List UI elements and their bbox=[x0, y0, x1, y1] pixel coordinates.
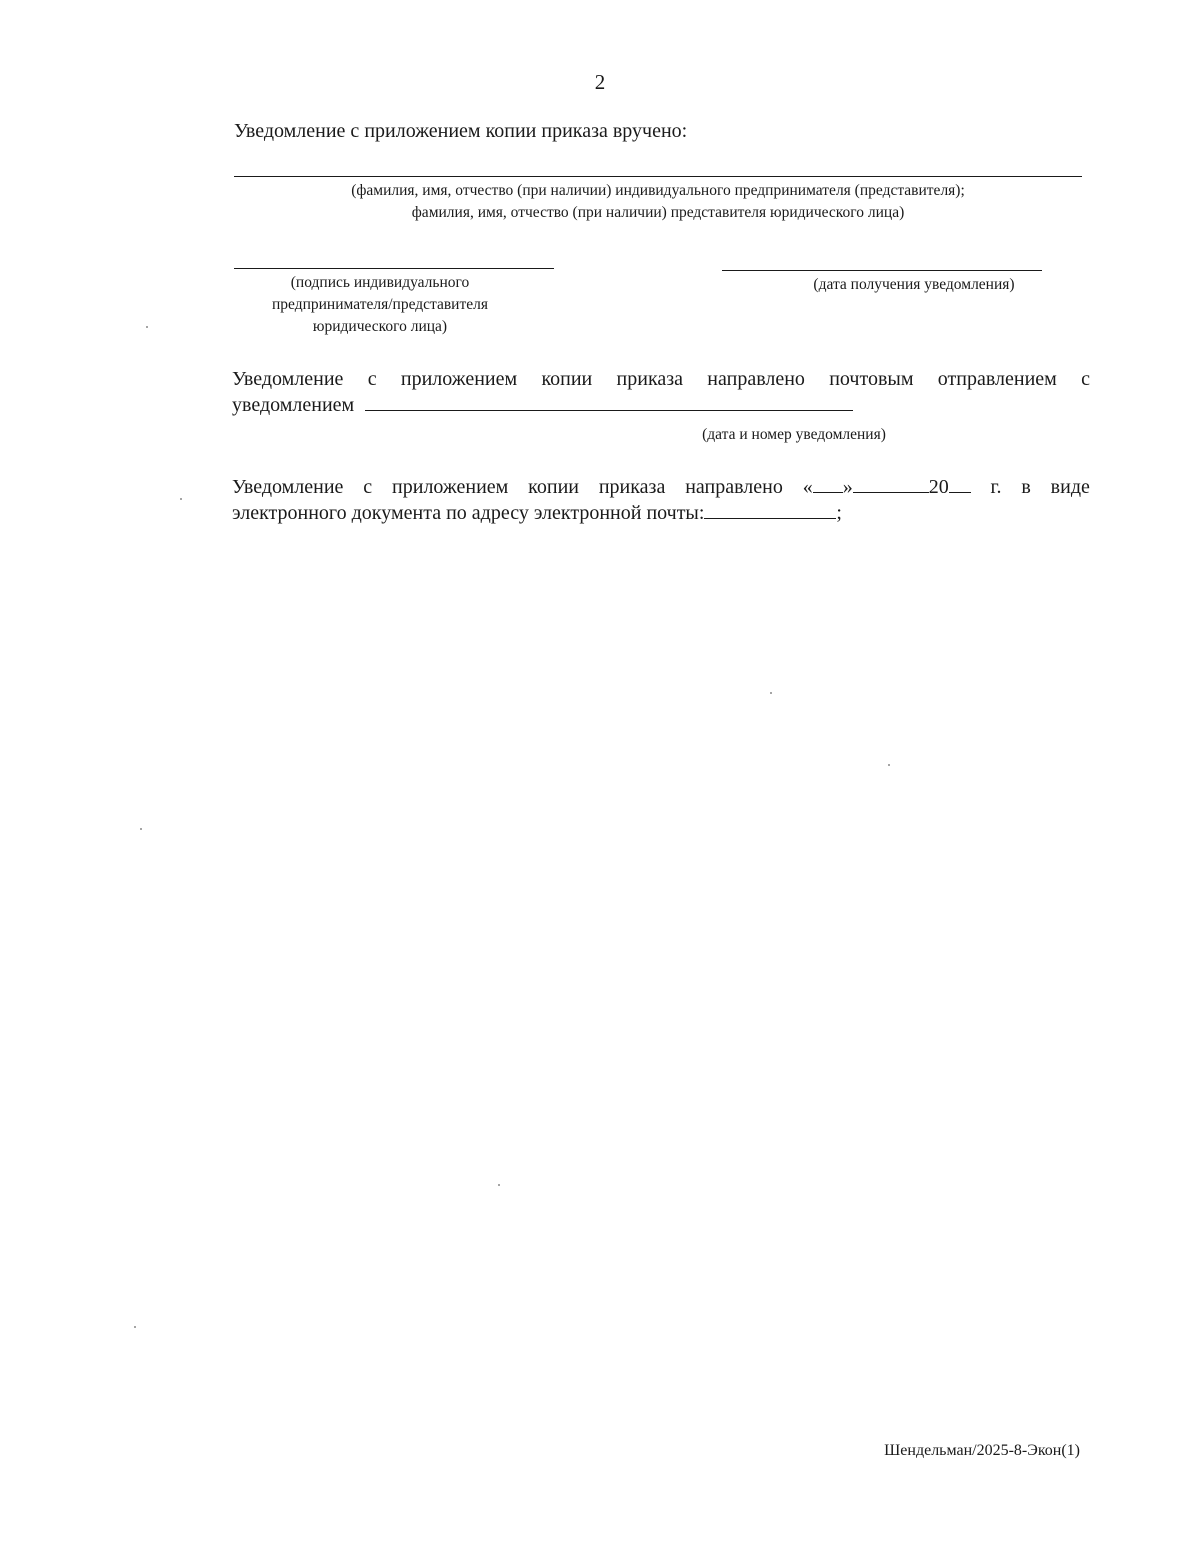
word: приложением bbox=[400, 368, 518, 390]
postal-line-2 bbox=[232, 392, 1090, 418]
word: в bbox=[1021, 476, 1031, 498]
email-blank bbox=[704, 500, 836, 519]
word: почтовым bbox=[829, 368, 914, 390]
postal-paragraph bbox=[232, 366, 1090, 418]
scan-speck bbox=[770, 692, 772, 694]
name-caption bbox=[234, 180, 1082, 224]
word: Уведомление bbox=[232, 476, 344, 498]
electronic-date-group bbox=[803, 474, 971, 500]
signature-caption-line-1: (подпись индивидуального bbox=[290, 274, 470, 291]
month-blank bbox=[853, 474, 929, 493]
day-blank bbox=[813, 474, 843, 493]
quote-close: » bbox=[842, 476, 853, 498]
word: с bbox=[1081, 368, 1090, 390]
scan-speck bbox=[146, 326, 148, 328]
handed-heading: Уведомление с приложением копии приказа вручено: bbox=[234, 120, 688, 142]
scan-speck bbox=[498, 1184, 500, 1186]
postal-line-2-text: уведомлением bbox=[232, 394, 355, 416]
word: копии bbox=[528, 476, 579, 498]
signature-underline bbox=[234, 268, 554, 269]
scan-speck bbox=[888, 764, 890, 766]
receipt-date-caption: (дата получения уведомления) bbox=[813, 276, 1015, 293]
scan-speck bbox=[134, 1326, 136, 1328]
page-number: 2 bbox=[594, 70, 606, 94]
postal-notice-blank bbox=[365, 392, 853, 411]
word: приложением bbox=[392, 476, 509, 498]
word: Уведомление bbox=[232, 368, 344, 390]
name-underline bbox=[234, 176, 1082, 177]
word: направлено bbox=[707, 368, 805, 390]
year-prefix: 20 bbox=[928, 476, 949, 498]
electronic-line-2-end: ; bbox=[836, 502, 842, 524]
postal-caption: (дата и номер уведомления) bbox=[702, 426, 886, 443]
year-blank bbox=[949, 474, 971, 493]
word: приказа bbox=[616, 368, 684, 390]
scan-speck bbox=[180, 498, 182, 500]
word: направлено bbox=[685, 476, 783, 498]
scan-speck bbox=[140, 828, 142, 830]
name-caption-line-2: фамилия, имя, отчество (при наличии) представителя юридического лица) bbox=[411, 204, 905, 221]
signature-caption-line-3: юридического лица) bbox=[312, 318, 448, 335]
footer-code: Шендельман/2025-8-Экон(1) bbox=[884, 1442, 1080, 1459]
electronic-paragraph bbox=[232, 474, 1090, 526]
word: приказа bbox=[598, 476, 666, 498]
word: виде bbox=[1050, 476, 1090, 498]
quote-open: « bbox=[802, 476, 813, 498]
electronic-line-2-text: электронного документа по адресу электронной почты: bbox=[232, 502, 705, 524]
word: г. bbox=[990, 476, 1002, 498]
signature-caption bbox=[234, 272, 526, 338]
electronic-line-2 bbox=[232, 500, 1090, 526]
word: с bbox=[363, 476, 373, 498]
word: с bbox=[367, 368, 377, 390]
postal-line-1 bbox=[232, 366, 1090, 392]
name-caption-line-1: (фамилия, имя, отчество (при наличии) индивидуального предпринимателя (представителя); bbox=[351, 182, 965, 199]
signature-caption-line-2: предпринимателя/представителя bbox=[271, 296, 488, 313]
word: отправлением bbox=[937, 368, 1057, 390]
electronic-line-1 bbox=[232, 474, 1090, 500]
word: копии bbox=[541, 368, 593, 390]
receipt-date-underline bbox=[722, 270, 1042, 271]
